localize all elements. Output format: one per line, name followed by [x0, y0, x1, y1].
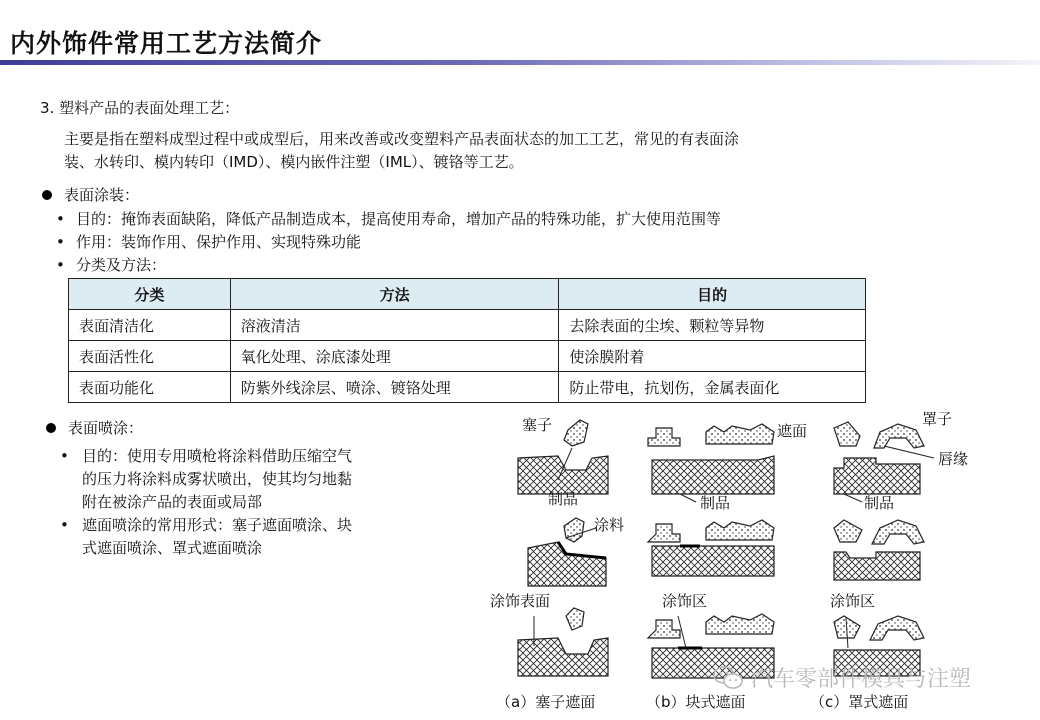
table-cell: 防止带电，抗划伤，金属表面化 [559, 372, 866, 403]
product-shape [834, 552, 920, 580]
table-row [69, 372, 866, 403]
mask-block-shape [648, 620, 680, 638]
bullet-icon: • [60, 447, 69, 465]
plug-shape [566, 608, 584, 630]
coating-list [56, 208, 721, 277]
cover-shape [834, 520, 862, 542]
mask-block-shape [706, 614, 774, 634]
label-paint: 涂料 [594, 516, 625, 534]
watermark [713, 662, 971, 693]
list-item-text [82, 514, 352, 560]
label-product-b: 制品 [700, 494, 731, 512]
product-shape [834, 458, 920, 494]
mask-block-shape [706, 424, 774, 444]
label-plug: 塞子 [522, 416, 553, 434]
section-heading: 3. 塑料产品的表面处理工艺： [40, 99, 240, 117]
text-line: 式遮面喷涂、罩式遮面喷涂 [82, 539, 263, 557]
table-header: 方法 [230, 279, 559, 310]
bullet-icon: • [56, 256, 65, 274]
label-coated-area-c: 涂饰区 [830, 592, 876, 610]
bullet-dot-icon [42, 190, 52, 200]
classification-table [68, 278, 866, 403]
label-product-c: 制品 [864, 494, 895, 512]
table-cell: 表面清洁化 [69, 310, 231, 341]
bullet-icon: • [56, 233, 65, 251]
table-header: 目的 [559, 279, 866, 310]
spray-list [60, 445, 430, 560]
table-cell: 防紫外线涂层、喷涂、镀铬处理 [230, 372, 559, 403]
cover-shape [870, 616, 924, 640]
table-header-row [69, 279, 866, 310]
label-coated-surface: 涂饰表面 [490, 592, 551, 610]
caption-b: （b）块式遮面 [646, 693, 746, 711]
intro-line: 装、水转印、模内转印（IMD）、模内嵌件注塑（IML）、镀铬等工艺。 [64, 153, 524, 171]
list-item [56, 208, 721, 231]
label-cover: 罩子 [922, 410, 953, 428]
table-cell: 氧化处理、涂底漆处理 [230, 341, 559, 372]
cover-shape [874, 424, 924, 448]
product-shape [652, 546, 774, 576]
bullet-dot-icon [46, 423, 56, 433]
plug-shape [564, 420, 588, 446]
list-item-text [82, 445, 352, 514]
text-line: 附在被涂产品的表面或局部 [82, 493, 263, 511]
coating-heading-text: 表面涂装： [64, 186, 140, 204]
list-item [56, 231, 721, 254]
product-shape [518, 638, 608, 676]
list-item-text: 目的：掩饰表面缺陷，降低产品制造成本，提高使用寿命，增加产品的特殊功能，扩大使用范围等 [76, 210, 722, 228]
product-shape [528, 542, 606, 586]
list-item-text: 作用：装饰作用、保护作用、实现特殊功能 [76, 233, 362, 251]
spray-heading [46, 417, 143, 438]
table-row [69, 341, 866, 372]
intro-line: 主要是指在塑料成型过程中或成型后，用来改善或改变塑料产品表面状态的加工工艺，常见的有表面涂 [64, 130, 740, 148]
table-cell: 去除表面的尘埃、颗粒等异物 [559, 310, 866, 341]
text-line: 的压力将涂料成雾状喷出，使其均匀地黏 [82, 470, 353, 488]
bullet-icon: • [60, 516, 69, 534]
cover-shape [872, 520, 924, 544]
spray-heading-text: 表面喷涂： [68, 419, 144, 437]
intro-paragraph [64, 128, 914, 174]
list-item-text: 分类及方法： [76, 256, 167, 274]
text-line: 遮面喷涂的常用形式：塞子遮面喷涂、块 [82, 516, 353, 534]
coating-heading [42, 184, 139, 205]
table-cell: 表面功能化 [69, 372, 231, 403]
label-product-a: 制品 [548, 490, 579, 508]
watermark-text: 汽车零部件模具与注塑 [751, 667, 972, 692]
caption-a: （a）塞子遮面 [496, 693, 596, 711]
mask-block-shape [706, 520, 774, 540]
caption-c: （c）罩式遮面 [810, 693, 909, 711]
list-item [60, 514, 430, 560]
list-item [56, 254, 721, 277]
mask-block-shape [648, 524, 680, 542]
text-line: 目的：使用专用喷枪将涂料借助压缩空气 [82, 447, 353, 465]
table-header: 分类 [69, 279, 231, 310]
table-cell: 溶液清洁 [230, 310, 559, 341]
mask-block-shape [648, 428, 680, 446]
table-cell: 使涂膜附着 [559, 341, 866, 372]
plug-shape [564, 518, 584, 542]
title-divider [0, 60, 1040, 65]
bullet-icon: • [56, 210, 65, 228]
table-row [69, 310, 866, 341]
product-shape [652, 456, 774, 494]
page-title: 内外饰件常用工艺方法简介 [10, 29, 323, 58]
label-coated-area-b: 涂饰区 [662, 592, 708, 610]
wechat-icon [713, 665, 743, 691]
table-cell: 表面活性化 [69, 341, 231, 372]
label-lip: 唇缘 [938, 450, 969, 468]
label-mask: 遮面 [777, 422, 808, 440]
list-item [60, 445, 430, 514]
cover-shape [834, 422, 860, 446]
product-shape [518, 456, 608, 494]
